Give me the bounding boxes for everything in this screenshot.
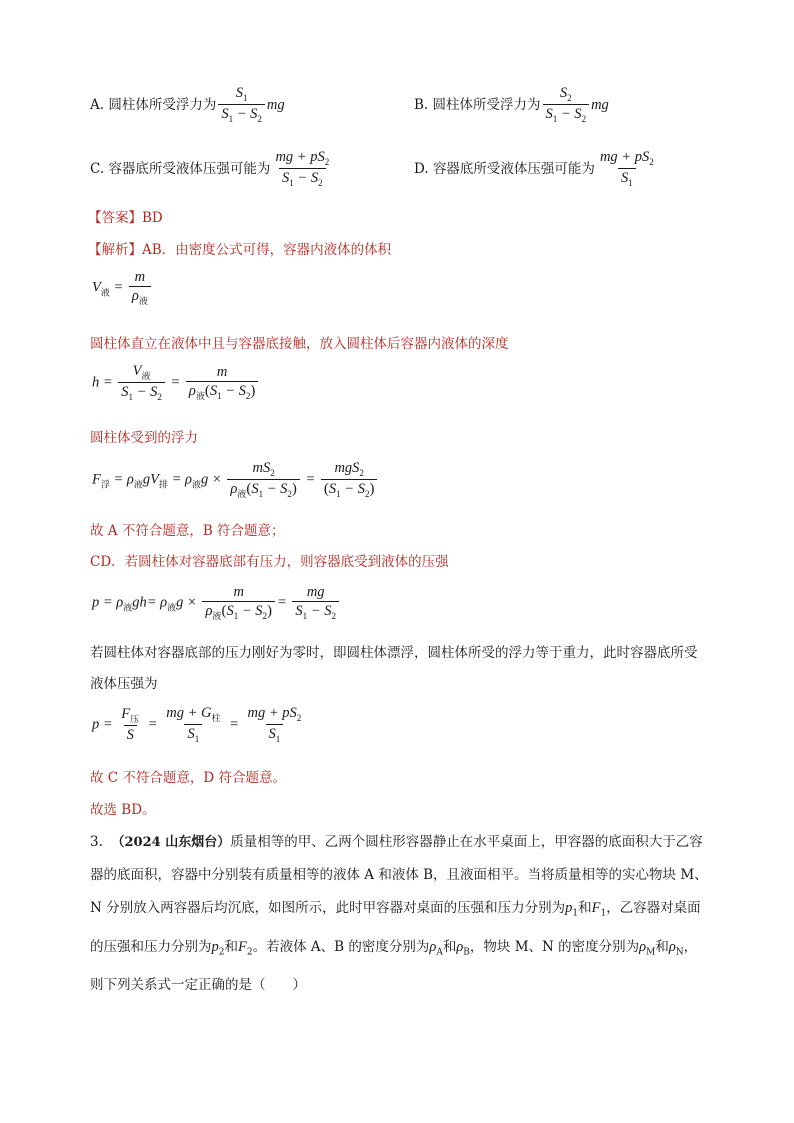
formula-depth: h = $\frac{V_液}{S_1 - S_2}$ = $\frac{m}{\rho_液(S_1 - S_2)}$ <box>92 364 260 403</box>
depth-text: 圆柱体直立在液体中且与容器底接触，放入圆柱体后容器内液体的深度 <box>90 336 509 352</box>
cd-conclusion: 故 C 不符合题意，D 符合题意。 <box>90 770 287 786</box>
option-a: A. 圆柱体所受浮力为 $\frac{S_1}{S_1 - S_2}$ mg <box>90 85 285 125</box>
cd-intro: CD．若圆柱体对容器底部有压力，则容器底受到液体的压强 <box>90 554 449 570</box>
option-d: D. 容器底所受液体压强可能为 $\frac{mg + pS_2}{S_1}$ <box>414 150 659 189</box>
formula-volume: $V_液$ = $\frac{m}{\rho_液}$ <box>92 270 153 307</box>
option-b: B. 圆柱体所受浮力为 $\frac{S_2}{S_1 - S_2}$ mg <box>414 85 609 125</box>
buoyancy-text: 圆柱体受到的浮力 <box>90 430 198 446</box>
final-answer: 故选 BD。 <box>90 802 156 818</box>
formula-buoyancy: $F_浮 = \rho_液gV_排 = \rho_液g$ × $\frac{mS_2}{\rho_液(S_1 - S_2)}$ = $\frac{mgS_2}{(S_1 - S_2)}$ <box>92 461 379 500</box>
float-text: 若圆柱体对容器底部的压力刚好为零时，即圆柱体漂浮，圆柱体所受的浮力等于重力，此时容器底所受液体压强为 <box>90 645 698 692</box>
formula-float-pressure: p = $\frac{F_压}{S}$ = $\frac{mg + G_柱}{S_1}$ = $\frac{mg + pS_2}{S_1}$ <box>92 705 302 745</box>
fraction: $\frac{mg + pS_2}{S_1 - S_2}$ <box>275 149 330 189</box>
ab-conclusion: 故 A 不符合题意，B 符合题意； <box>90 523 285 539</box>
fraction: $\frac{S_1}{S_1 - S_2}$ <box>218 86 265 125</box>
answer-line: 【答案】BD <box>88 210 163 226</box>
option-c: C. 容器底所受液体压强可能为 $\frac{mg + pS_2}{S_1 - S_2}$ <box>90 150 334 189</box>
fraction: $\frac{S_2}{S_1 - S_2}$ <box>543 86 590 125</box>
fraction: $\frac{mg + pS_2}{S_1}$ <box>599 149 654 189</box>
formula-pressure: $p = \rho_液gh= \rho_液g$ × $\frac{m}{\rho_液(S_1 - S_2)}$ = $\frac{mg}{S_1 - S_2}$ <box>92 585 341 622</box>
analysis-intro: 【解析】AB．由密度公式可得，容器内液体的体积 <box>88 242 392 258</box>
question-3: 3. （2024 山东烟台）质量相等的甲、乙两个圆柱形容器静止在水平桌面上，甲容器的底面积大于乙容器的底面积，容器中分别装有质量相等的液体 A 和液体 B，且液面相平。当将质量相等的实心物块 M、N 分别放入两容器后均沉底，如图所示，此时甲容器对桌面的压强和压力分别为$p_1$和$F_1$，乙容器对桌面的压强和压力分别为$p_2$和$F_2$。若液体 A、B 的密度分别为$\rho_A$和$\rho_B$，物块 M、N 的密度分别为$\rho_M$和$\rho_N$，则下列关系式一定正确的是（ ） <box>90 834 708 994</box>
